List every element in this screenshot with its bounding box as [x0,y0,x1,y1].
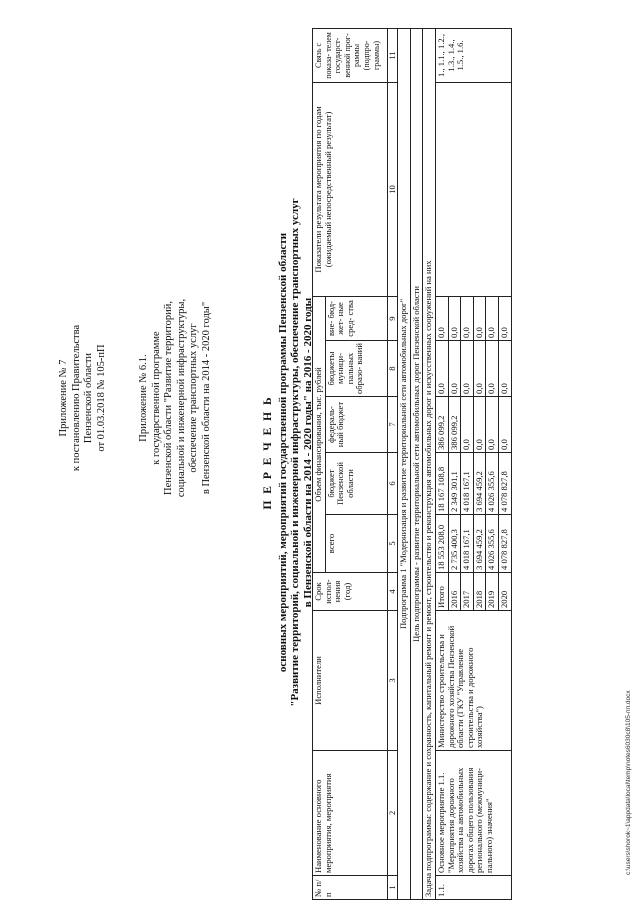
cell-total: 4 026 355,6 [486,515,499,573]
title-line: основных мероприятий, мероприятий государственной программы Пензенской области [276,232,289,673]
cell-regional: 3 694 459,2 [473,453,486,515]
cell-municipal: 0,0 [498,341,511,397]
header-num: № п/п [313,876,388,900]
task-row [423,28,436,899]
cell-term: 2019 [486,573,499,611]
activity-executors: Министерство строительства и дорожного хозяйства Пензенской области (ГКУ "Управление строительства и дорожного хозяйства") [435,611,511,751]
table-header-row [313,28,326,899]
header-total: всего [325,515,387,573]
cell-regional: 2 349 301,1 [448,453,461,515]
column-number: 7 [387,397,398,453]
table-row [435,28,448,899]
cell-extra: 0,0 [473,296,486,340]
appendix-6-1-header [138,248,213,548]
appendix-line: Приложение № 6.1. [138,354,149,442]
cell-extra: 0,0 [435,296,448,340]
cell-federal: 0,0 [498,397,511,453]
column-number: 11 [387,28,398,82]
title-heading: П Е Р Е Ч Е Н Ь [262,395,274,510]
cell-regional: 18 167 108,8 [435,453,448,515]
subprogram-row [398,28,411,899]
appendix-line: в Пензенской области на 2014 - 2020 годы" [200,301,212,495]
cell-total: 18 553 208,0 [435,515,448,573]
subprogram-task: Задача подпрограммы: содержание и сохранность, капитальный ремонт и ремонт, строительство и реконструкция автомобильных дорог и искусственных сооружений на них [423,28,436,899]
cell-total: 2 735 400,3 [448,515,461,573]
cell-term: Итого [435,573,448,611]
appendix-line: Пензенской области "Развитие территорий, [163,301,174,495]
column-number: 1 [387,876,398,900]
column-number: 6 [387,453,398,515]
title-line: в Пензенской области на 2014 - 2020 годы" на 2016 - 2020 годы [301,297,314,608]
cell-term: 2016 [448,573,461,611]
appendix-line: Пензенской области [83,352,94,444]
cell-federal: 0,0 [461,397,474,453]
appendix-line: от 01.03.2018 № 105-пП [95,344,107,452]
column-number: 4 [387,573,398,611]
cell-municipal: 0,0 [461,341,474,397]
cell-indicators [435,82,511,296]
cell-term: 2020 [498,573,511,611]
cell-municipal: 0,0 [448,341,461,397]
cell-term: 2018 [473,573,486,611]
subprogram-goal: Цель подпрограммы - развитие территориальной сети автомобильных дорог Пензенской области [410,28,423,899]
cell-total: 4 078 827,8 [498,515,511,573]
activity-num: 1.1. [435,876,511,900]
header-term: Срок испол- нения (год) [313,573,388,611]
header-extra: вне- бюд- жет- ные сред- ства [325,296,387,340]
header-executors: Исполнители [313,611,388,751]
column-number-row [387,28,398,899]
cell-regional: 4 018 167,1 [461,453,474,515]
column-number: 9 [388,297,398,341]
column-number [387,296,398,396]
column-number: 5 [387,515,398,573]
cell-municipal: 0,0 [486,341,499,397]
appendix-line: Приложение № 7 [58,359,69,437]
header-federal: федераль- ный бюджет [325,397,387,453]
cell-regional: 4 026 355,6 [486,453,499,515]
header-funding: Объем финансирования, тыс. рублей [313,296,326,572]
cell-federal: 0,0 [486,397,499,453]
column-number: 8 [386,366,397,371]
cell-total: 3 694 459,2 [473,515,486,573]
activity-link: 1., 1.1., 1.2., 1.3., 1.4., 1.5., 1.6. [435,28,511,82]
header-name: Наименование основного мероприятия, мероприятия [313,751,388,876]
appendix-line: к постановлению Правительства [70,324,82,472]
cell-total: 4 018 167,1 [461,515,474,573]
cell-extra: 0,0 [486,296,499,340]
cell-term: 2017 [461,573,474,611]
appendix-line: обеспечение транспортных услуг [188,323,199,473]
activities-table [312,28,512,900]
column-number: 2 [387,751,398,876]
goal-row [410,28,423,899]
cell-regional: 4 078 827,8 [498,453,511,515]
appendix-line: социальной и инженерной инфраструктуры, [175,298,187,498]
cell-federal: 386 099,2 [435,397,448,453]
header-regional: бюджет Пензенской области [325,453,387,515]
header-municipal: бюджеты муници- пальных образо- ваний [325,341,387,397]
file-path-footer: c:\users\shorok~1\appdata\local\temp\notes6030c8\105-пп.docx [625,690,632,875]
cell-extra: 0,0 [448,296,461,340]
cell-extra: 0,0 [461,296,474,340]
column-number: 10 [387,82,398,296]
title-line: "Развитие территорий, социальной и инженерной инфраструктуры, обеспечение транспортных услуг [289,198,301,707]
cell-municipal: 0,0 [435,341,448,397]
header-indicators: Показатели результата мероприятия по годам (ожидаемый непосредственный результат) [313,82,388,296]
activity-name: Основное мероприятие 1.1. "Мероприятия дорожного хозяйства на автомобильных дорогах общего пользования регионального (межмуници- пального) значения" [435,751,511,876]
cell-federal: 0,0 [473,397,486,453]
cell-extra: 0,0 [498,296,511,340]
document-title [262,0,314,905]
cell-federal: 386 099,2 [448,397,461,453]
cell-municipal: 0,0 [473,341,486,397]
column-number: 3 [387,611,398,751]
appendix-7-header [58,268,108,528]
subprogram-title: Подпрограмма 1 "Модернизация и развитие территориальной сети автомобильных дорог" [398,28,411,899]
header-link: Связь с показа- телем государст- венной прог- раммы (подпро- граммы) [313,28,388,82]
appendix-line: к государственной программе [150,331,162,465]
